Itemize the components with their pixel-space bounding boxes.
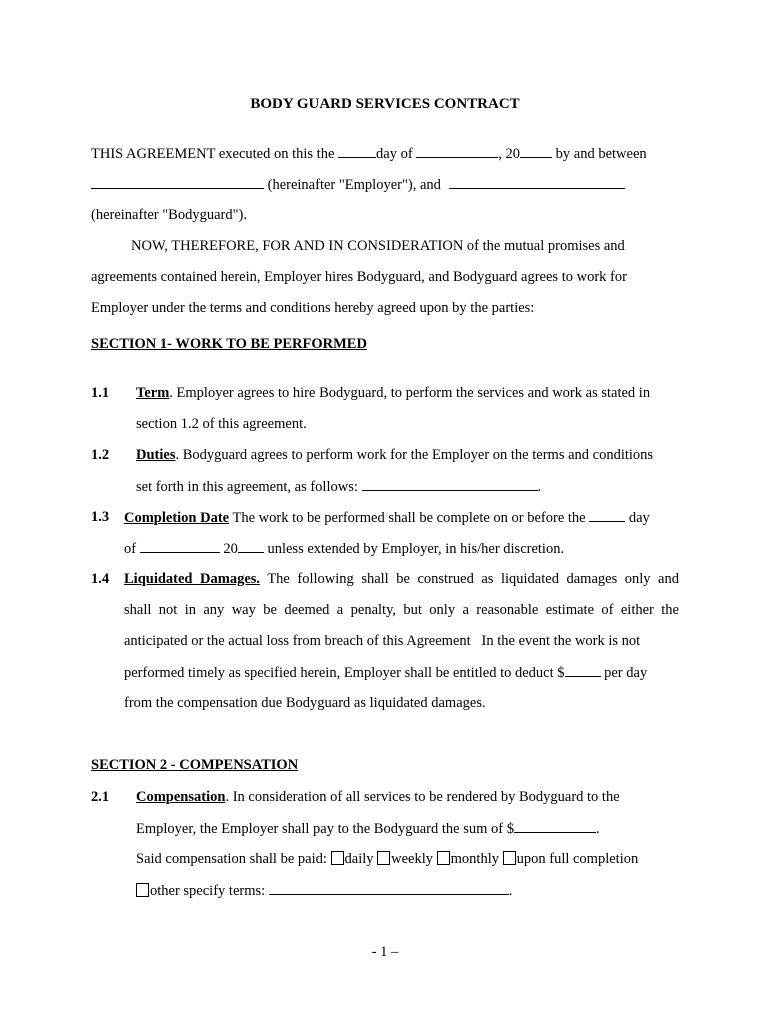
section-1-heading: SECTION 1- WORK TO BE PERFORMED xyxy=(91,336,367,352)
year-field[interactable] xyxy=(520,144,552,158)
clause-1-3-line-2 xyxy=(124,539,564,558)
clause-text: . Employer agrees to hire Bodyguard, to perform the services and work as stated in xyxy=(169,385,651,401)
section-2-heading: SECTION 2 - COMPENSATION xyxy=(91,757,299,773)
clause-text: The work to be performed shall be complete on or before the xyxy=(232,510,586,526)
monthly-checkbox[interactable] xyxy=(437,851,450,865)
consideration-line-2: agreements contained herein, Employer hires Bodyguard, and Bodyguard agrees to work for xyxy=(91,269,627,285)
completion-year-field[interactable] xyxy=(238,539,264,553)
clause-text: performed timely as specified herein, Employer shall be entitled to deduct $ xyxy=(124,665,565,681)
clause-2-1-line-1 xyxy=(136,788,620,806)
clause-1-4-line-4 xyxy=(124,663,647,682)
intro-text: , 20 xyxy=(498,146,521,162)
clause-text: day xyxy=(628,510,650,526)
consideration-line-3: Employer under the terms and conditions hereby agreed upon by the parties: xyxy=(91,300,535,316)
clause-title: Duties xyxy=(136,447,176,463)
clause-text: 20 xyxy=(223,541,238,557)
clause-text: Employer, the Employer shall pay to the Bodyguard the sum of $ xyxy=(136,821,514,837)
clause-1-3-line-1 xyxy=(124,508,650,527)
checkbox-label: monthly xyxy=(450,851,499,867)
upon-completion-checkbox[interactable] xyxy=(503,851,516,865)
weekly-checkbox[interactable] xyxy=(377,851,390,865)
clause-2-1-line-2 xyxy=(136,819,600,838)
clause-2-1-line-4 xyxy=(136,881,512,900)
document-title: BODY GUARD SERVICES CONTRACT xyxy=(250,96,520,112)
clause-text: . Bodyguard agrees to perform work for the Employer on the terms and conditions xyxy=(175,447,654,463)
damages-amount-field[interactable] xyxy=(565,663,601,677)
daily-checkbox[interactable] xyxy=(331,851,344,865)
clause-text: . xyxy=(595,821,600,837)
day-field[interactable] xyxy=(338,144,376,158)
clause-text: Said compensation shall be paid: xyxy=(136,851,327,867)
clause-1-2-line-1 xyxy=(136,446,653,464)
clause-text: of xyxy=(124,541,137,557)
completion-month-field[interactable] xyxy=(140,539,220,553)
month-field[interactable] xyxy=(416,144,498,158)
clause-1-2-line-2 xyxy=(136,477,541,496)
intro-line-3: (hereinafter "Bodyguard"). xyxy=(91,207,247,223)
clause-text: . xyxy=(508,883,513,899)
checkbox-label: weekly xyxy=(391,851,434,867)
other-terms-field[interactable] xyxy=(269,881,509,895)
intro-text: (hereinafter "Employer"), and xyxy=(267,177,441,193)
compensation-sum-field[interactable] xyxy=(514,819,596,833)
employer-name-field[interactable] xyxy=(91,175,264,189)
clause-text: The following shall be construed as liquidated damages only and xyxy=(267,571,679,587)
duties-field[interactable] xyxy=(362,477,538,491)
clause-title: Completion Date xyxy=(124,510,230,526)
clause-1-1-line-1 xyxy=(136,384,650,402)
intro-line-1 xyxy=(91,144,647,163)
checkbox-label: upon full completion xyxy=(516,851,639,867)
other-terms-checkbox[interactable] xyxy=(136,883,149,897)
clause-2-1-line-3 xyxy=(136,850,638,868)
intro-text: day of xyxy=(376,146,413,162)
page-number: - 1 – xyxy=(371,944,399,960)
clause-text: per day xyxy=(604,665,648,681)
intro-text: THIS AGREEMENT executed on this the xyxy=(91,146,335,162)
clause-number: 1.1 xyxy=(91,385,110,401)
clause-1-4-line-2: shall not in any way be deemed a penalty, but only a reasonable estimate of either the xyxy=(124,602,679,618)
checkbox-label: daily xyxy=(344,851,374,867)
intro-text: by and between xyxy=(555,146,647,162)
clause-text: . In consideration of all services to be rendered by Bodyguard to the xyxy=(225,789,620,805)
consideration-line-1: NOW, THEREFORE, FOR AND IN CONSIDERATION of the mutual promises and xyxy=(131,238,625,254)
clause-title: Term xyxy=(136,385,170,401)
checkbox-label: other specify terms: xyxy=(150,883,266,899)
clause-text: set forth in this agreement, as follows: xyxy=(136,479,358,495)
clause-title: Liquidated Damages. xyxy=(124,571,261,587)
clause-number: 1.4 xyxy=(91,571,110,587)
clause-title: Compensation xyxy=(136,789,226,805)
intro-line-2 xyxy=(91,175,625,194)
clause-1-4-line-5: from the compensation due Bodyguard as liquidated damages. xyxy=(124,695,486,711)
clause-text: . xyxy=(537,479,542,495)
clause-1-4-line-1 xyxy=(124,570,679,588)
clause-1-1-line-2: section 1.2 of this agreement. xyxy=(136,416,307,432)
clause-text: unless extended by Employer, in his/her discretion. xyxy=(267,541,565,557)
clause-number: 1.3 xyxy=(91,509,110,525)
bodyguard-name-field[interactable] xyxy=(449,175,625,189)
clause-number: 2.1 xyxy=(91,789,110,805)
completion-day-field[interactable] xyxy=(589,508,625,522)
clause-number: 1.2 xyxy=(91,447,110,463)
clause-1-4-line-3: anticipated or the actual loss from breach of this Agreement In the event the work is not xyxy=(124,633,641,649)
